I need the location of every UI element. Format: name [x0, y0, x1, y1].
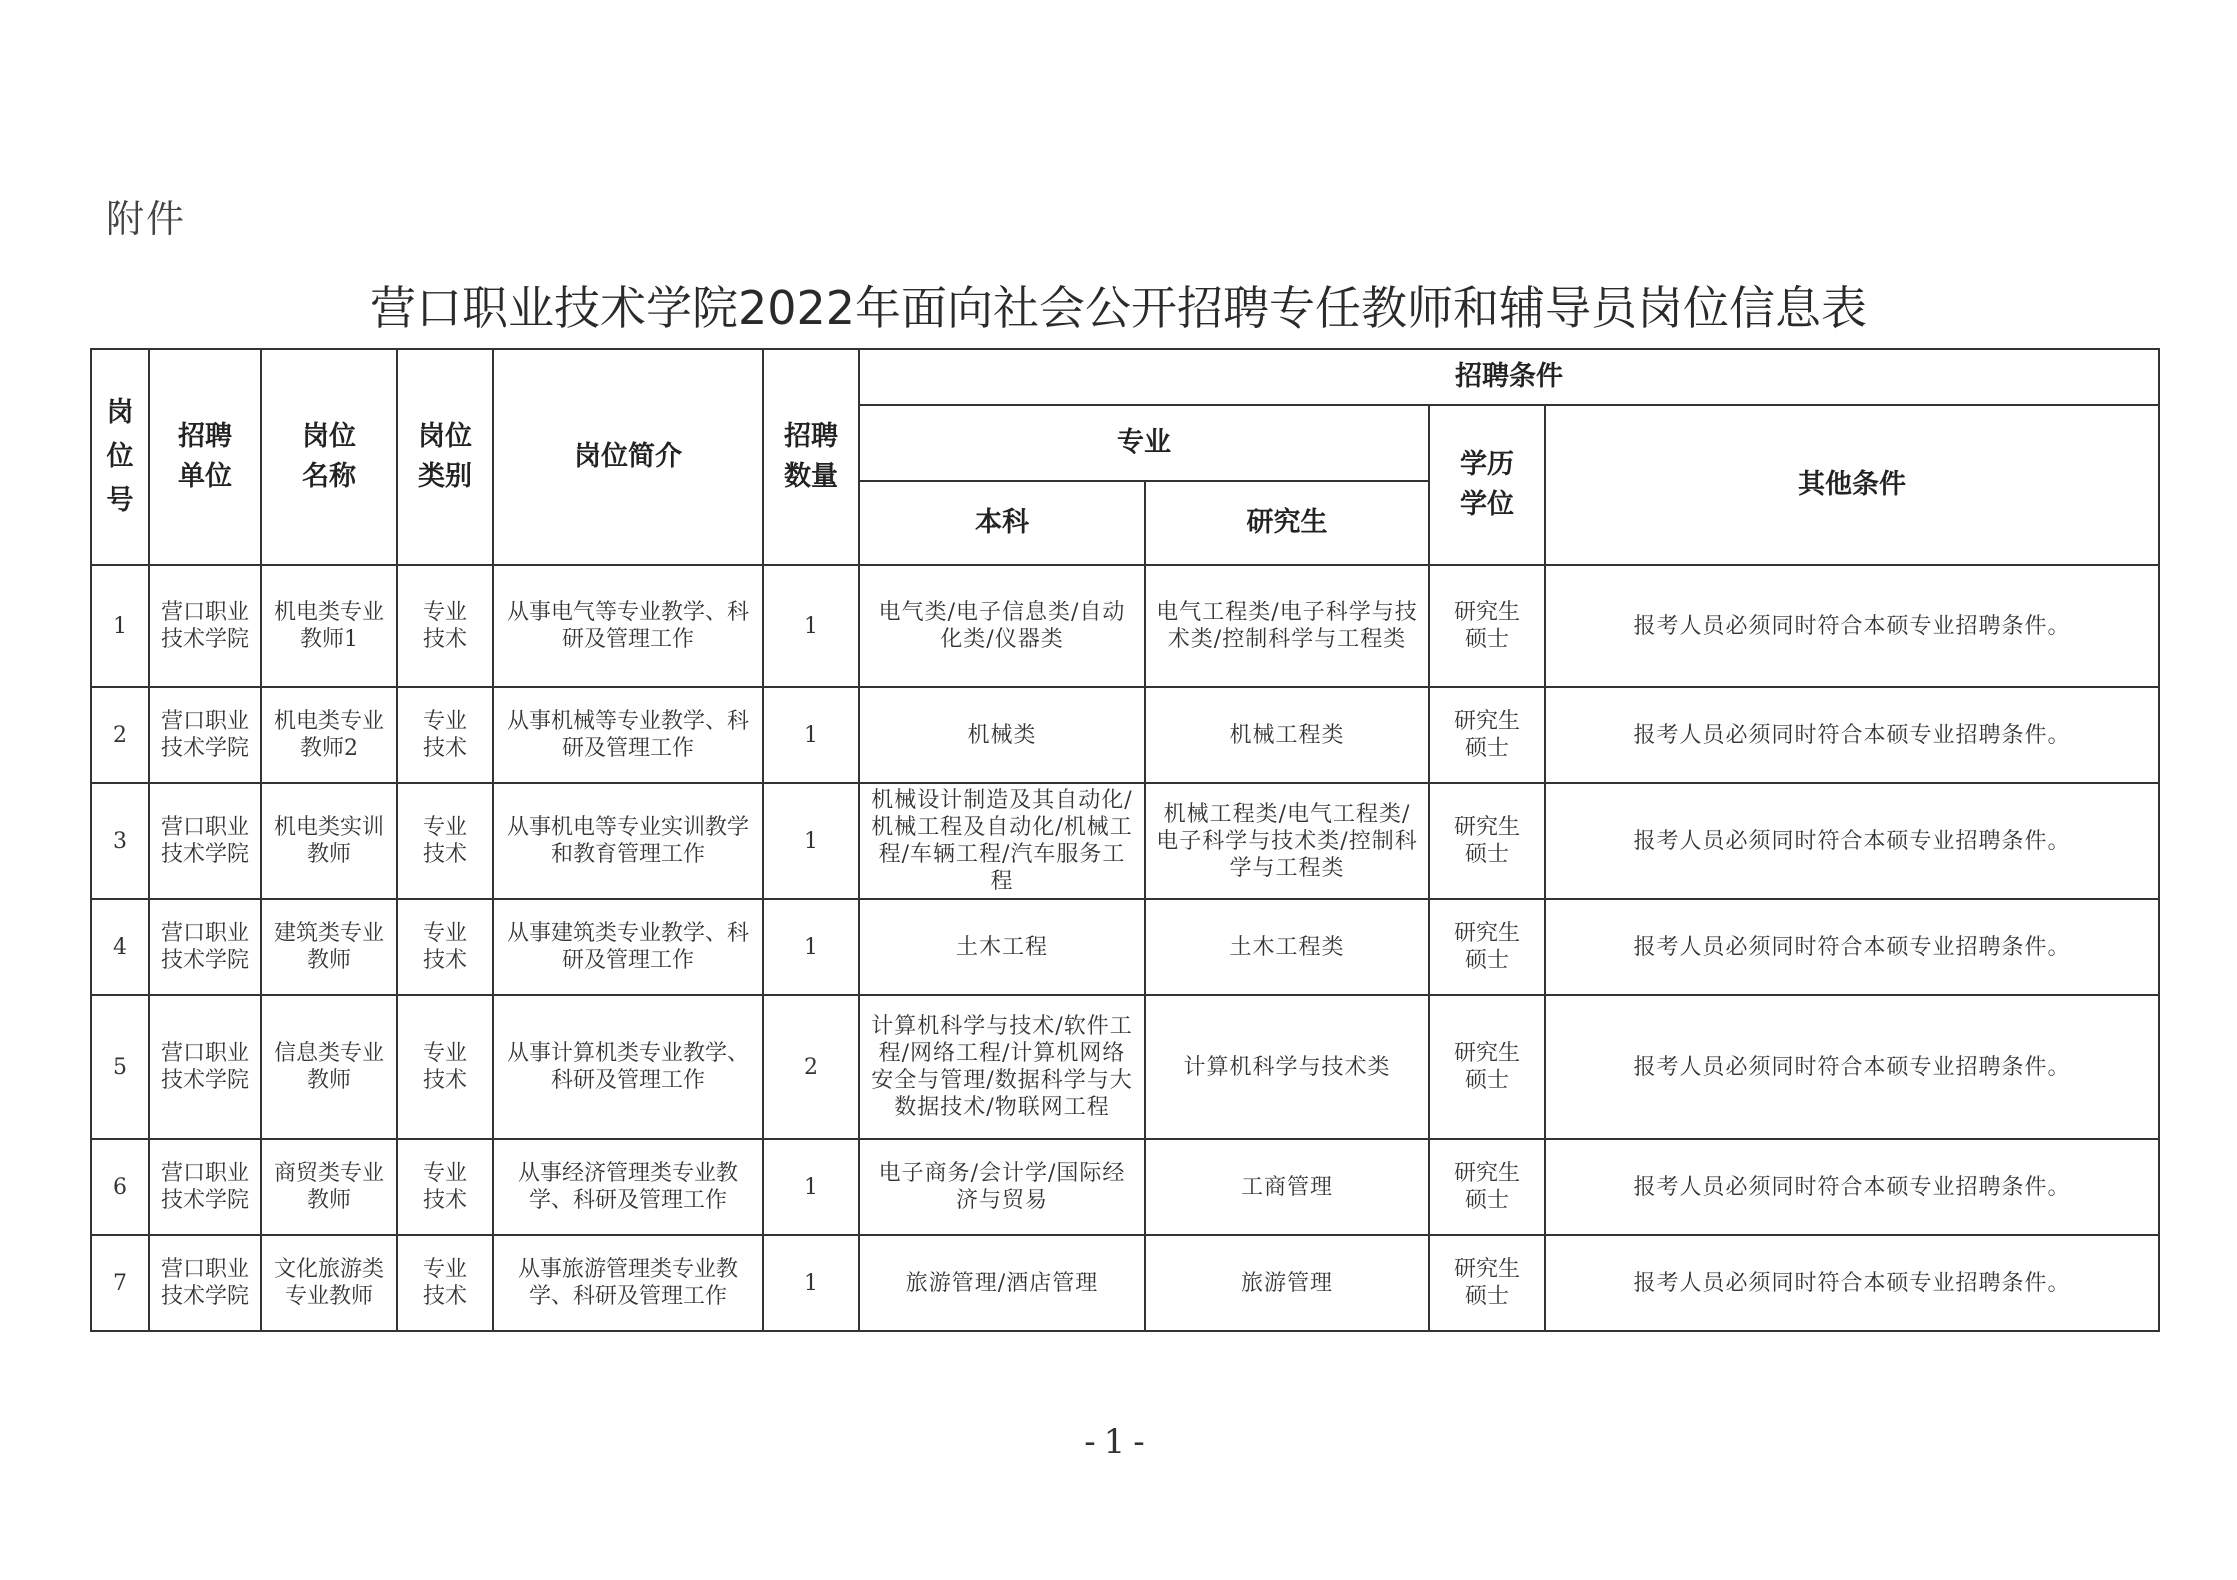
table-row: [91, 1235, 2159, 1331]
cell-count: 1: [763, 565, 859, 687]
cell-intro: 从事机械等专业教学、科研及管理工作: [493, 687, 763, 783]
cell-degree: 研究生硕士: [1429, 565, 1545, 687]
cell-degree: 研究生硕士: [1429, 1235, 1545, 1331]
cell-other: 报考人员必须同时符合本硕专业招聘条件。: [1545, 899, 2159, 995]
recruitment-table: [90, 348, 2160, 1332]
cell-degree: 研究生硕士: [1429, 1139, 1545, 1235]
header-conditions: 招聘条件: [859, 349, 2159, 405]
header-post-no: 岗位号: [91, 349, 149, 565]
table-row: [91, 899, 2159, 995]
cell-post-no: 3: [91, 783, 149, 899]
cell-undergrad: 机械类: [859, 687, 1145, 783]
header-degree: 学历学位: [1429, 405, 1545, 565]
cell-undergrad: 电子商务/会计学/国际经济与贸易: [859, 1139, 1145, 1235]
cell-post-type: 专业技术: [397, 899, 493, 995]
cell-post-type: 专业技术: [397, 1139, 493, 1235]
header-post-name: 岗位名称: [261, 349, 397, 565]
cell-count: 1: [763, 899, 859, 995]
cell-post-name: 机电类实训教师: [261, 783, 397, 899]
table-row: [91, 1139, 2159, 1235]
cell-intro: 从事机电等专业实训教学和教育管理工作: [493, 783, 763, 899]
cell-unit: 营口职业技术学院: [149, 1235, 261, 1331]
header-major: 专业: [859, 405, 1429, 481]
header-count: 招聘数量: [763, 349, 859, 565]
cell-graduate: 工商管理: [1145, 1139, 1429, 1235]
table-row: [91, 995, 2159, 1139]
cell-other: 报考人员必须同时符合本硕专业招聘条件。: [1545, 995, 2159, 1139]
cell-post-no: 2: [91, 687, 149, 783]
header-other: 其他条件: [1545, 405, 2159, 565]
cell-post-no: 7: [91, 1235, 149, 1331]
cell-count: 1: [763, 687, 859, 783]
cell-post-no: 5: [91, 995, 149, 1139]
page-number: -1-: [1084, 1422, 1153, 1462]
header-unit: 招聘单位: [149, 349, 261, 565]
cell-degree: 研究生硕士: [1429, 783, 1545, 899]
table-row: [91, 565, 2159, 687]
header-undergrad: 本科: [859, 481, 1145, 565]
cell-degree: 研究生硕士: [1429, 899, 1545, 995]
cell-other: 报考人员必须同时符合本硕专业招聘条件。: [1545, 687, 2159, 783]
cell-post-type: 专业技术: [397, 687, 493, 783]
cell-undergrad: 计算机科学与技术/软件工程/网络工程/计算机网络安全与管理/数据科学与大数据技术/物联网工程: [859, 995, 1145, 1139]
cell-other: 报考人员必须同时符合本硕专业招聘条件。: [1545, 1139, 2159, 1235]
cell-graduate: 旅游管理: [1145, 1235, 1429, 1331]
cell-graduate: 计算机科学与技术类: [1145, 995, 1429, 1139]
cell-unit: 营口职业技术学院: [149, 783, 261, 899]
cell-post-name: 机电类专业教师1: [261, 565, 397, 687]
cell-graduate: 电气工程类/电子科学与技术类/控制科学与工程类: [1145, 565, 1429, 687]
attachment-label: 附件: [106, 197, 187, 241]
header-post-type: 岗位类别: [397, 349, 493, 565]
cell-unit: 营口职业技术学院: [149, 565, 261, 687]
cell-post-name: 机电类专业教师2: [261, 687, 397, 783]
cell-unit: 营口职业技术学院: [149, 899, 261, 995]
cell-intro: 从事电气等专业教学、科研及管理工作: [493, 565, 763, 687]
cell-count: 1: [763, 1235, 859, 1331]
document-title: 营口职业技术学院2022年面向社会公开招聘专任教师和辅导员岗位信息表: [369, 281, 1868, 335]
cell-graduate: 机械工程类: [1145, 687, 1429, 783]
cell-graduate: 土木工程类: [1145, 899, 1429, 995]
cell-post-name: 建筑类专业教师: [261, 899, 397, 995]
cell-count: 2: [763, 995, 859, 1139]
table-row: [91, 783, 2159, 899]
cell-undergrad: 土木工程: [859, 899, 1145, 995]
cell-post-name: 信息类专业教师: [261, 995, 397, 1139]
cell-other: 报考人员必须同时符合本硕专业招聘条件。: [1545, 1235, 2159, 1331]
cell-other: 报考人员必须同时符合本硕专业招聘条件。: [1545, 565, 2159, 687]
cell-unit: 营口职业技术学院: [149, 1139, 261, 1235]
cell-post-type: 专业技术: [397, 565, 493, 687]
header-row-1: [91, 349, 2159, 405]
header-intro: 岗位简介: [493, 349, 763, 565]
cell-intro: 从事经济管理类专业教学、科研及管理工作: [493, 1139, 763, 1235]
cell-post-no: 6: [91, 1139, 149, 1235]
cell-post-name: 文化旅游类专业教师: [261, 1235, 397, 1331]
cell-intro: 从事旅游管理类专业教学、科研及管理工作: [493, 1235, 763, 1331]
cell-unit: 营口职业技术学院: [149, 687, 261, 783]
cell-degree: 研究生硕士: [1429, 995, 1545, 1139]
cell-degree: 研究生硕士: [1429, 687, 1545, 783]
cell-post-name: 商贸类专业教师: [261, 1139, 397, 1235]
cell-undergrad: 机械设计制造及其自动化/机械工程及自动化/机械工程/车辆工程/汽车服务工程: [859, 783, 1145, 899]
cell-intro: 从事计算机类专业教学、科研及管理工作: [493, 995, 763, 1139]
cell-undergrad: 电气类/电子信息类/自动化类/仪器类: [859, 565, 1145, 687]
cell-post-type: 专业技术: [397, 995, 493, 1139]
table-row: [91, 687, 2159, 783]
cell-post-type: 专业技术: [397, 783, 493, 899]
cell-post-no: 4: [91, 899, 149, 995]
cell-post-no: 1: [91, 565, 149, 687]
cell-undergrad: 旅游管理/酒店管理: [859, 1235, 1145, 1331]
cell-unit: 营口职业技术学院: [149, 995, 261, 1139]
cell-intro: 从事建筑类专业教学、科研及管理工作: [493, 899, 763, 995]
cell-count: 1: [763, 783, 859, 899]
header-graduate: 研究生: [1145, 481, 1429, 565]
cell-other: 报考人员必须同时符合本硕专业招聘条件。: [1545, 783, 2159, 899]
cell-graduate: 机械工程类/电气工程类/电子科学与技术类/控制科学与工程类: [1145, 783, 1429, 899]
cell-count: 1: [763, 1139, 859, 1235]
cell-post-type: 专业技术: [397, 1235, 493, 1331]
